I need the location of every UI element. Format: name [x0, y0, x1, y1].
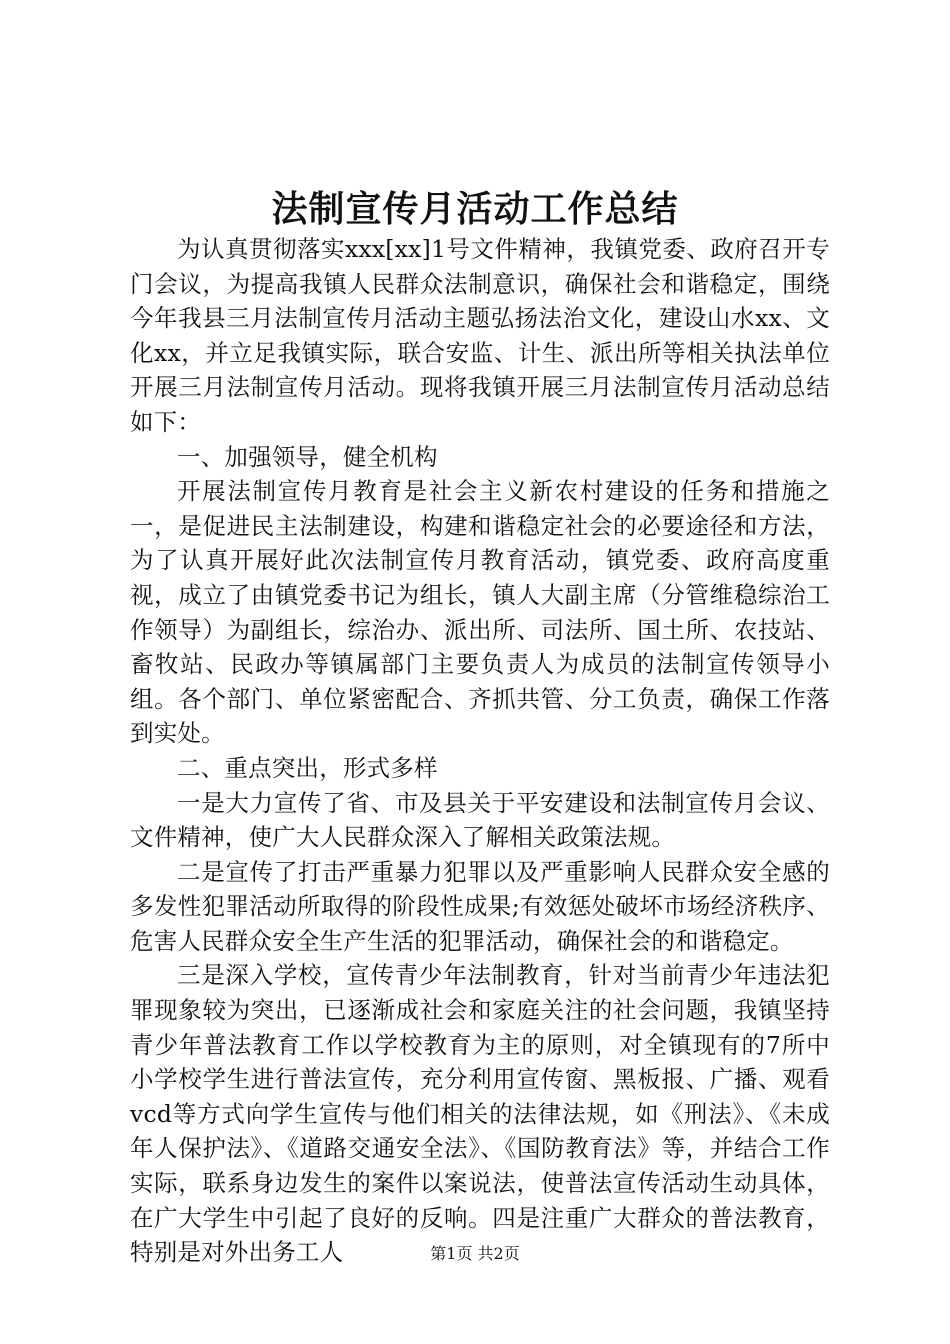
document-title: 法制宣传月活动工作总结 — [271, 188, 679, 230]
document-body — [130, 232, 830, 1270]
section-heading-2: 二、重点突出，形式多样 — [177, 753, 438, 782]
paragraph-point-three: 三是深入学校，宣传青少年法制教育，针对当前青少年违法犯罪现象较为突出，已逐渐成社会和家庭关注的社会问题，我镇坚持青少年普法教育工作以学校教育为主的原则，对全镇现有的7所中小学校学生进行普法宣传，充分利用宣传窗、黑板报、广播、观看vcd等方式向学生宣传与他们相关的法律法规，如《刑法》、《未成年人保护法》、《道路交通安全法》、《国防教育法》等，并结合工作实际，联系身边发生的案件以案说法，使普法宣传活动生动具体，在广大学生中引起了良好的反响。四是注重广大群众的普法教育，特别是对外出务工人 — [130, 961, 830, 1267]
paragraph-intro: 为认真贯彻落实xxx[xx]1号文件精神，我镇党委、政府召开专门会议，为提高我镇人民群众法制意识，确保社会和谐稳定，围绕今年我县三月法制宣传月活动主题弘扬法治文化，建设山水xx、文化xx，并立足我镇实际，联合安监、计生、派出所等相关执法单位开展三月法制宣传月活动。现将我镇开展三月法制宣传月活动总结如下： — [130, 235, 830, 436]
paragraph-leadership: 开展法制宣传月教育是社会主义新农村建设的任务和措施之一，是促进民主法制建设，构建和谐稳定社会的必要途径和方法，为了认真开展好此次法制宣传月教育活动，镇党委、政府高度重视，成立了由镇党委书记为组长，镇人大副主席（分管维稳综治工作领导）为副组长，综治办、派出所、司法所、国土所、农技站、畜牧站、民政办等镇属部门主要负责人为成员的法制宣传领导小组。各个部门、单位紧密配合、齐抓共管、分工负责，确保工作落到实处。 — [130, 477, 830, 748]
page-number: 第1页 共2页 — [430, 1244, 520, 1263]
paragraph-point-one: 一是大力宣传了省、市及县关于平安建设和法制宣传月会议、文件精神，使广大人民群众深入了解相关政策法规。 — [130, 788, 830, 852]
section-heading-1: 一、加强领导，健全机构 — [177, 442, 438, 471]
paragraph-point-two: 二是宣传了打击严重暴力犯罪以及严重影响人民群众安全感的多发性犯罪活动所取得的阶段性成果;有效惩处破坏市场经济秩序、危害人民群众安全生产生活的犯罪活动，确保社会的和谐稳定。 — [130, 857, 830, 955]
